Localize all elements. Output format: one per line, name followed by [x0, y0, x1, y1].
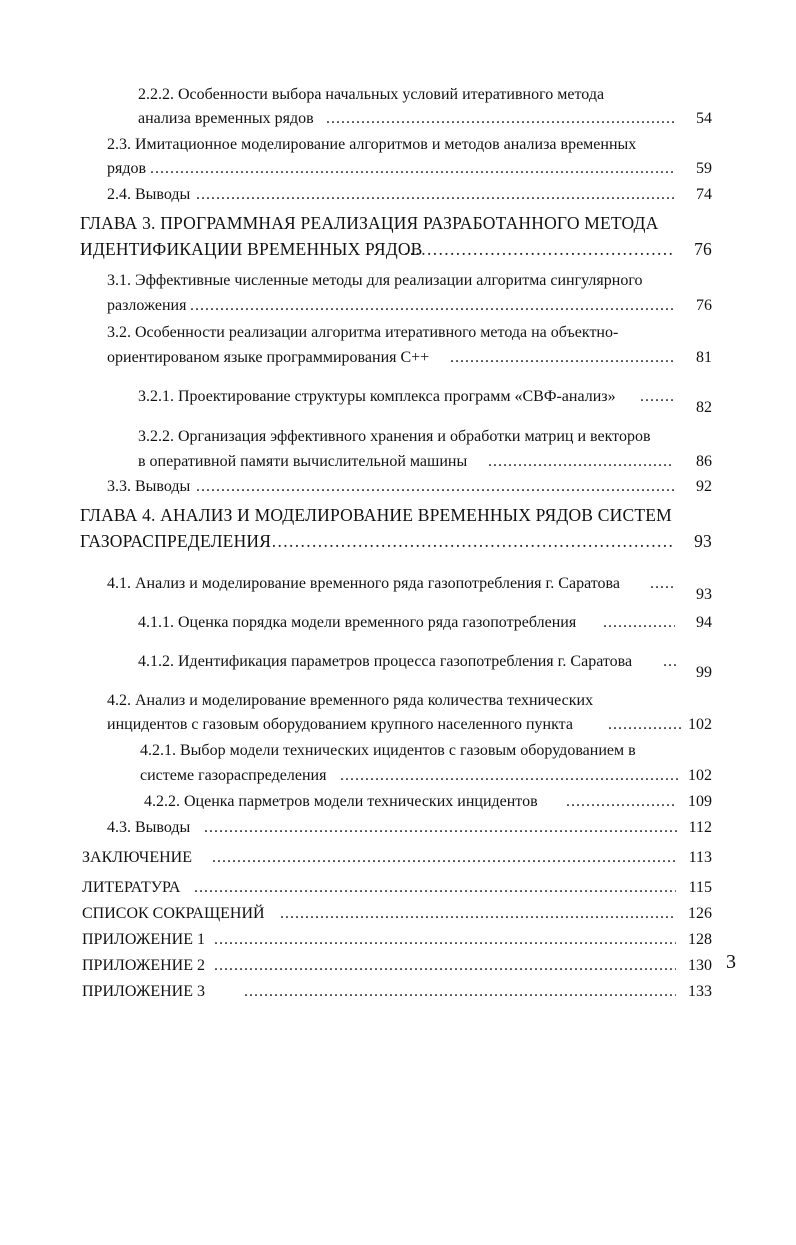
toc-entry-title: 4.1.1. Оценка порядка модели временного ряда газопотребления [138, 614, 577, 631]
toc-page-number: 99 [696, 664, 712, 681]
toc-entry-title: 3.1. Эффективные численные методы для реализации алгоритма сингулярного [107, 272, 643, 289]
dot-leader [194, 877, 676, 899]
toc-entry-title: 2.3. Имитационное моделирование алгоритмов и методов анализа временных [107, 136, 637, 153]
toc-chapter-title-cont: ГАЗОРАСПРЕДЕЛЕНИЯ [80, 531, 272, 551]
toc-entry-line [0, 714, 796, 736]
toc-page-number: 76 [694, 239, 712, 259]
dot-leader [150, 158, 674, 180]
toc-page-number: 86 [696, 453, 712, 470]
toc-entry-title: 3.3. Выводы [107, 478, 191, 495]
toc-entry-line [0, 573, 796, 603]
toc-chapter-line [0, 504, 796, 526]
toc-entry-line [0, 817, 796, 839]
dot-leader [566, 791, 676, 813]
toc-entry-title: ПРИЛОЖЕНИЕ 2 [82, 957, 206, 974]
toc-entry-title: 2.4. Выводы [107, 186, 191, 203]
dot-leader [212, 847, 676, 869]
dot-leader [214, 955, 676, 977]
dot-leader [663, 651, 677, 673]
toc-entry-line [0, 84, 796, 106]
dot-leader [488, 451, 674, 473]
toc-page-number: 81 [696, 349, 712, 366]
toc-entry-line [0, 476, 796, 498]
dot-leader [196, 476, 674, 498]
toc-entry-title: 3.2. Особенности реализации алгоритма итеративного метода на объектно- [107, 324, 619, 341]
toc-page-number: 133 [688, 983, 712, 1000]
toc-entry-line [0, 903, 796, 925]
dot-leader [280, 903, 676, 925]
toc-page-number: 59 [696, 160, 712, 177]
toc-entry-line [0, 386, 796, 416]
toc-entry-line [0, 158, 796, 180]
toc-entry-title: 3.2.1. Проектирование структуры комплекса программ «СВФ-анализ» [138, 388, 616, 405]
toc-entry-title: 4.1. Анализ и моделирование временного ряда газопотребления г. Саратова [107, 575, 620, 592]
toc-entry-line [0, 184, 796, 206]
toc-entry-title-cont: системе газораспределения [140, 767, 327, 784]
toc-entry-line [0, 426, 796, 448]
dot-leader [244, 981, 676, 1003]
toc-entry-line [0, 981, 796, 1003]
toc-chapter-title-cont: ИДЕНТИФИКАЦИИ ВРЕМЕННЫХ РЯДОВ [80, 239, 423, 259]
toc-page-number: 112 [688, 819, 712, 836]
dot-leader [450, 347, 674, 369]
toc-page-number: 128 [688, 931, 712, 948]
dot-leader [404, 238, 674, 260]
toc-entry-title: 4.2. Анализ и моделирование временного ряда количества технических [107, 692, 594, 709]
toc-page-number: 102 [688, 716, 712, 733]
toc-chapter-title: ГЛАВА 4. АНАЛИЗ И МОДЕЛИРОВАНИЕ ВРЕМЕННЫХ РЯДОВ СИСТЕМ [80, 505, 672, 525]
toc-entry-title: ЗАКЛЮЧЕНИЕ [82, 849, 192, 866]
toc-entry-title-cont: ориентированом языке программирования С++ [107, 349, 430, 366]
toc-entry-line [0, 651, 796, 681]
toc-chapter-line [0, 238, 796, 260]
toc-page-number: 93 [694, 531, 712, 551]
toc-page-number: 92 [696, 478, 712, 495]
toc-entry-title: 4.2.2. Оценка парметров модели технических инцидентов [144, 793, 538, 810]
toc-page-number: 126 [688, 905, 712, 922]
toc-entry-line [0, 612, 796, 634]
toc-entry-title-cont: рядов [107, 160, 147, 177]
toc-page-number: 109 [688, 793, 712, 810]
toc-entry-title-cont: разложения [107, 297, 187, 314]
toc-entry-line [0, 740, 796, 762]
toc-chapter-title: ГЛАВА 3. ПРОГРАММНАЯ РЕАЛИЗАЦИЯ РАЗРАБОТАННОГО МЕТОДА [80, 213, 659, 233]
toc-entry-title: ПРИЛОЖЕНИЕ 1 [82, 931, 206, 948]
dot-leader [190, 295, 674, 317]
toc-entry-title: СПИСОК СОКРАЩЕНИЙ [82, 905, 265, 922]
toc-entry-line [0, 295, 796, 317]
toc-entry-title: 4.1.2. Идентификация параметров процесса газопотребления г. Саратова [138, 653, 633, 670]
toc-entry-line [0, 847, 796, 869]
toc-page-number: 76 [696, 297, 712, 314]
toc-page-number: 130 [688, 957, 712, 974]
toc-entry-title: 3.2.2. Организация эффективного хранения и обработки матриц и векторов [138, 428, 651, 445]
toc-page-number: 115 [688, 879, 712, 896]
toc-entry-title-cont: в оперативной памяти вычислительной машины [138, 453, 468, 470]
dot-leader [603, 612, 675, 634]
toc-entry-title: ПРИЛОЖЕНИЕ 3 [82, 983, 206, 1000]
toc-entry-line [0, 955, 796, 977]
toc-page-number: 113 [688, 849, 712, 866]
toc-entry-title: 4.2.1. Выбор модели технических ицидентов с газовым оборудованием в [140, 742, 636, 759]
dot-leader [214, 929, 676, 951]
dot-leader [608, 714, 684, 736]
toc-entry-title: 2.2.2. Особенности выбора начальных условий итеративного метода [138, 86, 605, 103]
page-number: 3 [726, 951, 736, 973]
toc-chapter-line [0, 212, 796, 234]
dot-leader [266, 530, 674, 552]
dot-leader [650, 573, 676, 595]
toc-entry-title: 4.3. Выводы [107, 819, 191, 836]
dot-leader [196, 184, 674, 206]
dot-leader [204, 817, 678, 839]
toc-entry-title: ЛИТЕРАТУРА [82, 879, 181, 896]
toc-entry-line [0, 270, 796, 292]
toc-page-number: 82 [696, 399, 712, 416]
toc-entry-title-cont: инцидентов с газовым оборудованием крупного населенного пункта [107, 716, 573, 733]
toc-entry-line [0, 347, 796, 369]
toc-page-number: 93 [696, 586, 712, 603]
toc-entry-line [0, 791, 796, 813]
toc-entry-line [0, 322, 796, 344]
toc-page-number: 54 [696, 110, 712, 127]
toc-entry-line [0, 134, 796, 156]
toc-page-number: 94 [696, 614, 712, 631]
dot-leader [340, 765, 678, 787]
toc-page-number: 74 [696, 186, 712, 203]
dot-leader [640, 386, 676, 408]
toc-entry-line [0, 690, 796, 712]
toc-entry-line [0, 765, 796, 787]
toc-entry-line [0, 929, 796, 951]
toc-page-number: 102 [688, 767, 712, 784]
toc-chapter-line [0, 530, 796, 552]
toc-entry-line [0, 877, 796, 899]
toc-entry-line [0, 451, 796, 473]
toc-entry-line [0, 108, 796, 130]
toc-entry-title-cont: анализа временных рядов [138, 110, 314, 127]
dot-leader [326, 108, 674, 130]
